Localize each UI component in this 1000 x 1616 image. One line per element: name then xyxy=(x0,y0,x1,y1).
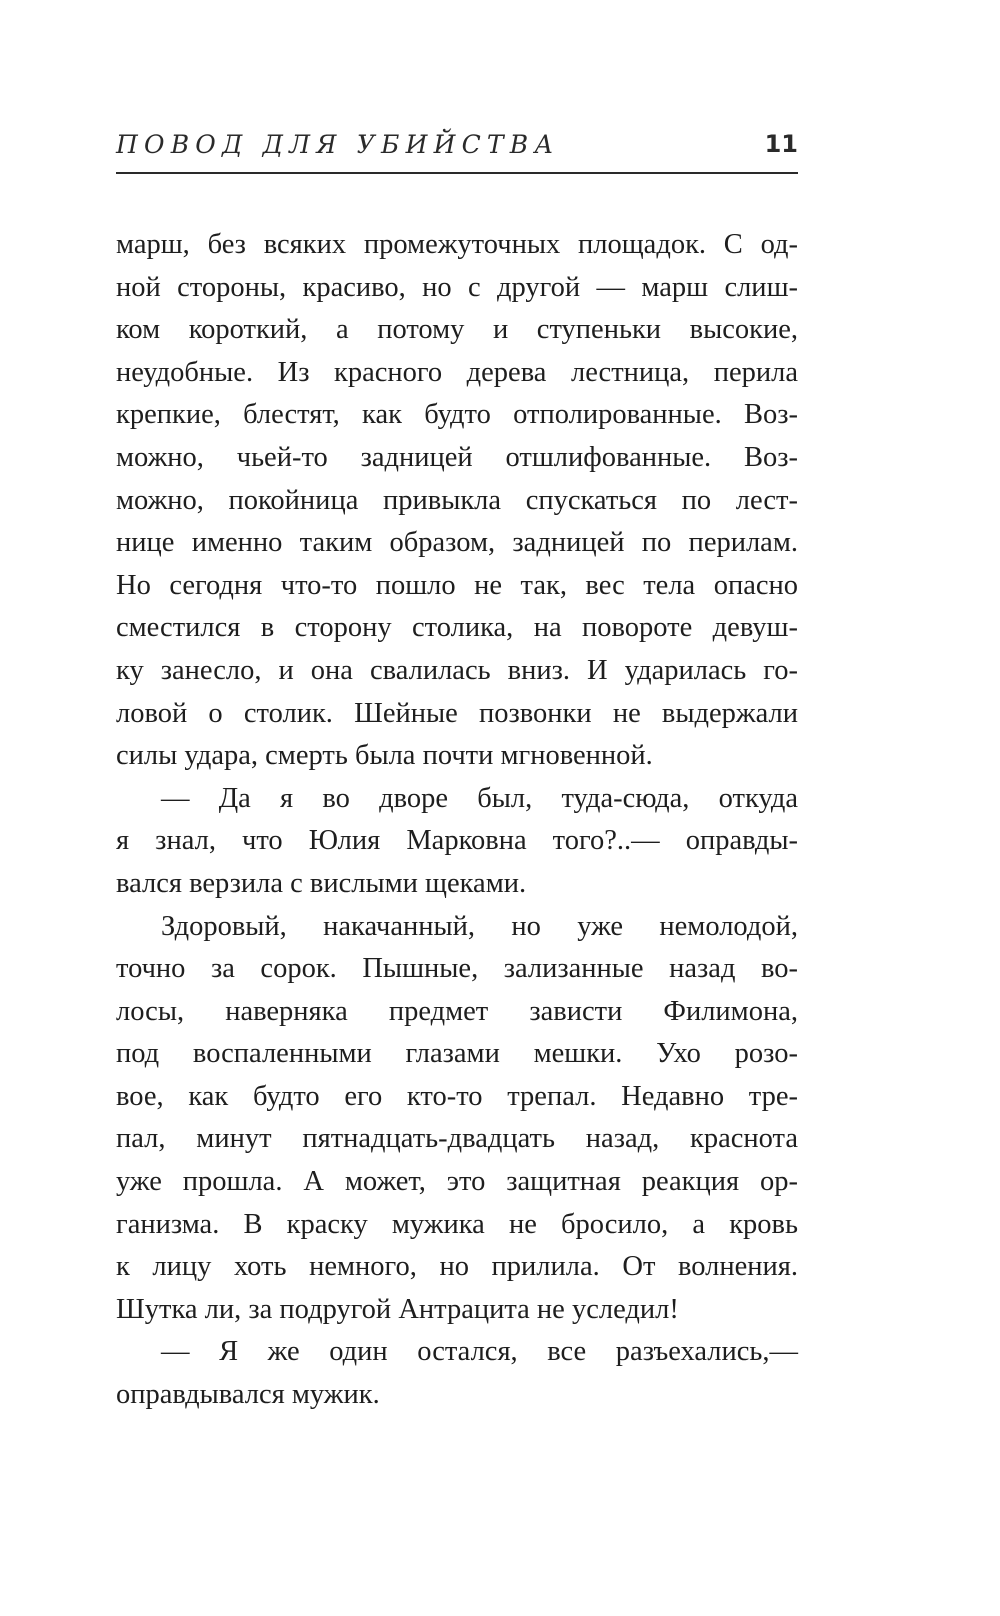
text-line: я знал, что Юлия Марковна того?..— оправды- xyxy=(116,825,798,857)
text-line: можно, чьей-то задницей отшлифованные. Воз- xyxy=(116,441,798,473)
text-line: лосы, наверняка предмет зависти Филимона, xyxy=(116,995,798,1027)
text-line: Шутка ли, за подругой Антрацита не уследил! xyxy=(116,1293,679,1325)
text-line: вался верзила с вислыми щеками. xyxy=(116,867,527,899)
running-head xyxy=(116,122,798,174)
text-line: уже прошла. А может, это защитная реакция ор- xyxy=(116,1166,798,1198)
dialogue-line: — Я же один остался, все разъехались,— xyxy=(161,1336,798,1368)
dialogue-line: — Да я во дворе был, туда-сюда, откуда xyxy=(161,782,798,814)
text-line: марш, без всяких промежуточных площадок. С од- xyxy=(116,229,798,260)
text-line: ной стороны, красиво, но с другой — марш слиш- xyxy=(116,271,798,303)
text-line: крепкие, блестят, как будто отполированные. Воз- xyxy=(116,399,798,431)
text-line: пал, минут пятнадцать-двадцать назад, краснота xyxy=(116,1123,798,1155)
text-line: точно за сорок. Пышные, зализанные назад во- xyxy=(116,953,798,985)
text-line: Но сегодня что-то пошло не так, вес тела опасно xyxy=(116,569,798,601)
text-line: неудобные. Из красного дерева лестница, перила xyxy=(116,356,798,388)
text-line: ком короткий, а потому и ступеньки высокие, xyxy=(116,314,798,346)
text-line: ку занесло, и она свалилась вниз. И ударилась го- xyxy=(116,654,798,686)
text-line: можно, покойница привыкла спускаться по лест- xyxy=(116,484,798,516)
text-line: ловой о столик. Шейные позвонки не выдержали xyxy=(116,697,798,729)
text-line: ганизма. В краску мужика не бросило, а кровь xyxy=(116,1208,798,1240)
page-number: 11 xyxy=(764,130,798,158)
body-text xyxy=(116,224,798,1417)
text-line: к лицу хоть немного, но прилила. От волнения. xyxy=(116,1251,798,1283)
text-line: вое, как будто его кто-то трепал. Недавно тре- xyxy=(116,1080,798,1112)
text-line: сместился в сторону столика, на повороте девуш- xyxy=(116,612,798,644)
text-line: силы удара, смерть была почти мгновенной. xyxy=(116,740,653,772)
text-line: оправдывался мужик. xyxy=(116,1379,380,1411)
book-title: ПОВОД ДЛЯ УБИЙСТВА xyxy=(116,130,560,159)
text-line: под воспаленными глазами мешки. Ухо розо- xyxy=(116,1038,798,1070)
text-line: нице именно таким образом, задницей по перилам. xyxy=(116,527,798,559)
paragraph-start-line: Здоровый, накачанный, но уже немолодой, xyxy=(161,910,798,942)
